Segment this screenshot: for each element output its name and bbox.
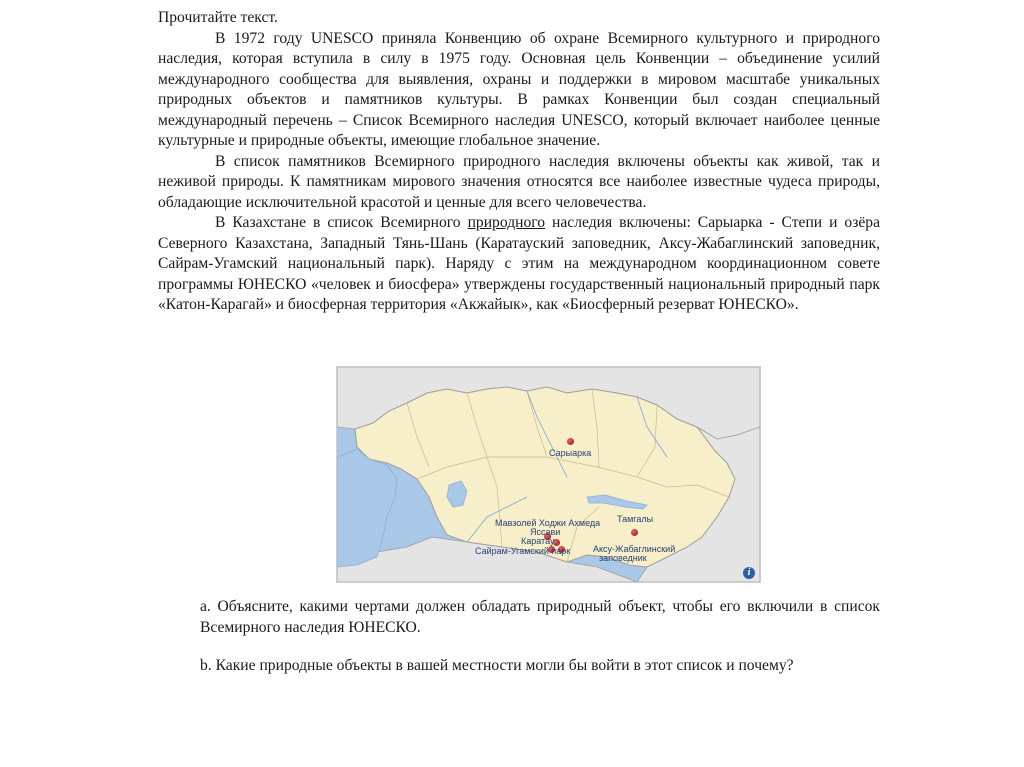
underlined-word: природного: [467, 214, 546, 231]
mausoleum-label-line1: Мавзолей Ходжи Ахмеда: [495, 518, 601, 528]
tamgaly-marker: [631, 529, 638, 536]
question-a: a. Объясните, какими чертами должен обладать природный объект, чтобы его включили в список Всемирного наследия ЮНЕСКО.: [200, 598, 880, 636]
question-b: b. Какие природные объекты в вашей местности могли бы войти в этот список и почему?: [200, 657, 794, 674]
sayram-label: Сайрам-Угамский парк: [475, 546, 571, 556]
aksu-label-line1: Аксу-Жабаглинский: [593, 544, 676, 554]
paragraph-3-start: В Казахстане в список Всемирного: [215, 214, 468, 231]
question-spacer: [200, 638, 880, 655]
tamgaly-label: Тамгалы: [617, 514, 654, 524]
paragraph-1: В 1972 году UNESCO приняла Конвенцию об охране Всемирного культурного и природного наследия, которая вступила в силу в 1975 году. Основная цель Конвенции – объединение усилий международного сообщества для выявления, охраны и поддержки в мировом масштабе уникальных природных объектов и памятников культуры. В рамках Конвенции был создан специальный международный перечень – Список Всемирного наследия UNESCO, который включает наиболее ценные культурные и природные объекты, имеющие глобальное значение.: [158, 29, 880, 149]
info-icon[interactable]: i: [743, 567, 755, 579]
saryarka-label: Сарыарка: [549, 448, 592, 458]
paragraph-2: В список памятников Всемирного природного наследия включены объекты как живой, так и неживой природы. К памятникам мирового значения относятся все наиболее известные чудеса природы, обладающие исключительной красотой и ценные для всего человечества.: [158, 152, 880, 211]
karatau-label: Каратау: [521, 536, 555, 546]
paragraph-3: [158, 213, 880, 316]
reading-text: [158, 8, 880, 316]
heading: Прочитайте текст.: [158, 9, 278, 26]
mausoleum-label-line2: Яссави: [530, 527, 561, 537]
aksu-label-line2: заповедник: [599, 553, 647, 563]
paragraph-3-rest: наследия включены: Сарыарка - Степи и озёра Северного Казахстана, Западный Тянь-Шань (Каратауский заповедник, Аксу-Жабаглинский заповедник, Сайрам-Угамский национальный парк). Наряду с этим на международном координационном совете программы ЮНЕСКО «человек и биосфера» утверждены государственный национальный природный парк «Катон-Карагай» и биосферная территория «Акжайык», как «Биосферный резерват ЮНЕСКО».: [158, 214, 881, 313]
questions-block: [200, 596, 880, 676]
caspian-sea: [337, 449, 397, 567]
kazakhstan-map: [336, 366, 761, 583]
saryarka-marker: [567, 438, 574, 445]
